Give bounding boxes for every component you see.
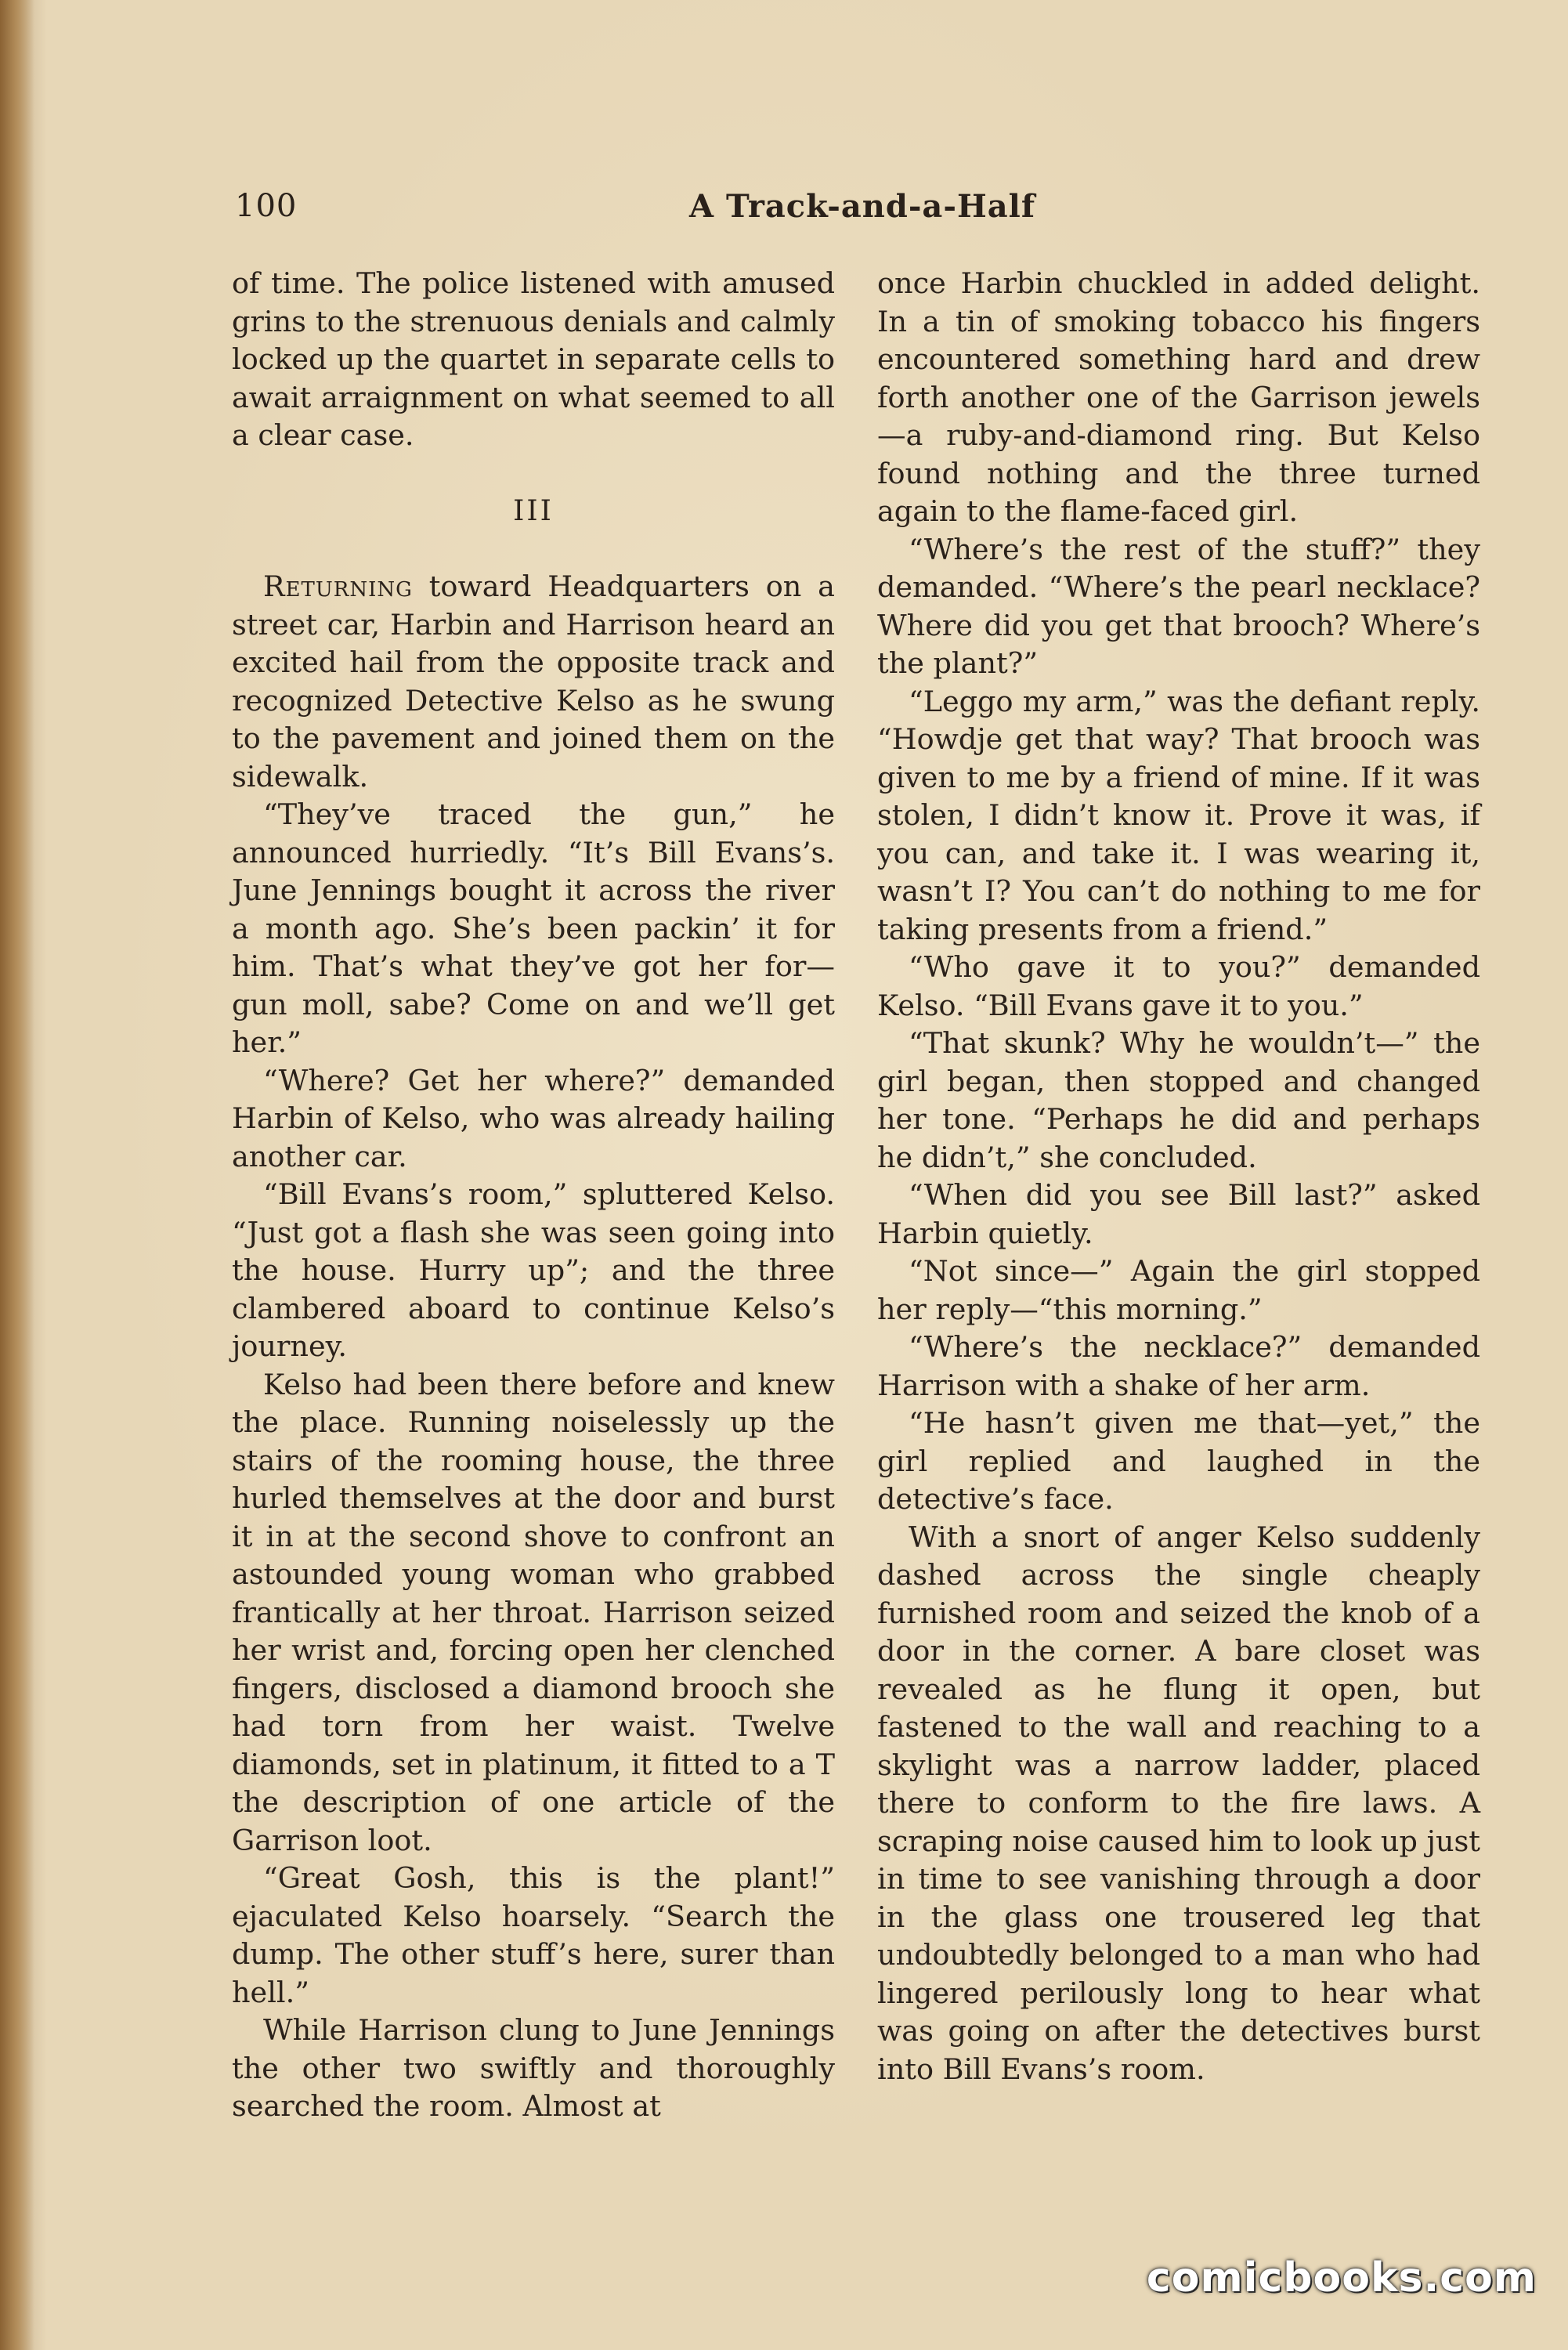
- paragraph: With a snort of anger Kelso suddenly dashed across the single cheaply furnished room and seized the knob of a door in the corner. A bare closet was revealed as he flung it open, but fastened to the wall and reaching to a skylight was a narrow ladder, placed there to conform to the fire laws. A scraping noise caused him to look up just in time to see vanishing through a door in the glass one trousered leg that undoubtedly belonged to a man who had lingered perilously long to hear what was going on after the detectives burst into Bill Evans’s room.: [877, 1520, 1480, 2086]
- paragraph: “When did you see Bill last?” asked Harbin quietly.: [877, 1178, 1480, 1250]
- paragraph: “Great Gosh, this is the plant!” ejaculated Kelso hoarsely. “Search the dump. The other stuff’s here, surer than hell.”: [232, 1861, 835, 2009]
- paragraph: Kelso had been there before and knew the place. Running noiselessly up the stairs of the rooming house, the three hurled themselves at the door and burst it in at the second shove to confront an astounded young woman who grabbed frantically at her throat. Harrison seized her wrist and, forcing open her clenched fingers, disclosed a diamond brooch she had torn from her waist. Twelve diamonds, set in platinum, it fitted to a T the description of one article of the Garrison loot.: [232, 1367, 835, 1857]
- paragraph-text: toward Headquarters on a street car, Harbin and Harrison heard an excited hail from the opposite track and recognized Detective Kelso as he swung to the pavement and joined them on the sidewalk.: [232, 569, 835, 794]
- paragraph: “Not since—” Again the girl stopped her reply—“this morning.”: [877, 1254, 1480, 1326]
- left-column: [232, 265, 835, 2126]
- paragraph: “Leggo my arm,” was the defiant reply. “Howdje get that way? That brooch was given to me by a friend of mine. If it was stolen, I didn’t know it. Prove it was, if you can, and take it. I was wearing it, wasn’t I? You can’t do nothing to me for taking presents from a friend.”: [877, 684, 1480, 946]
- right-column: [877, 265, 1480, 2088]
- section-number: III: [513, 494, 554, 527]
- paragraph: “Who gave it to you?” demanded Kelso. “Bill Evans gave it to you.”: [877, 950, 1480, 1022]
- page-number: 100: [235, 188, 298, 224]
- paragraph: “Bill Evans’s room,” spluttered Kelso. “Just got a flash she was seen going into the house. Hurry up”; and the three clambered aboard to continue Kelso’s journey.: [232, 1177, 835, 1363]
- running-title: A Track-and-a-Half: [689, 188, 1036, 225]
- drop-lead-word: Returning: [263, 569, 413, 603]
- page-binding-edge: [0, 0, 34, 2350]
- paragraph: “Where’s the rest of the stuff?” they demanded. “Where’s the pearl necklace? Where did you get that brooch? Where’s the plant?”: [877, 532, 1480, 680]
- page-header: [235, 188, 1488, 235]
- paragraph: “They’ve traced the gun,” he announced hurriedly. “It’s Bill Evans’s. June Jennings bought it across the river a month ago. She’s been packin’ it for him. That’s what they’ve got her for—gun moll, sabe? Come on and we’ll get her.”: [232, 797, 835, 1059]
- paragraph: once Harbin chuckled in added delight. In a tin of smoking tobacco his fingers encountered something hard and drew forth another one of the Garrison jewels—a ruby-and-diamond ring. But Kelso found nothing and the three turned again to the flame-faced girl.: [877, 266, 1480, 528]
- paragraph: of time. The police listened with amused grins to the strenuous denials and calmly locked up the quartet in separate cells to await arraignment on what seemed to all a clear case.: [232, 266, 835, 452]
- paragraph: “He hasn’t given me that—yet,” the girl replied and laughed in the detective’s face.: [877, 1406, 1480, 1516]
- paragraph: While Harrison clung to June Jennings the other two swiftly and thoroughly searched the room. Almost at: [232, 2013, 835, 2123]
- paragraph: [232, 568, 835, 796]
- paragraph: “Where’s the necklace?” demanded Harrison with a shake of her arm.: [877, 1330, 1480, 1402]
- paragraph: “That skunk? Why he wouldn’t—” the girl began, then stopped and changed her tone. “Perhaps he did and perhaps he didn’t,” she concluded.: [877, 1026, 1480, 1174]
- site-watermark: comicbooks.com: [1146, 2254, 1537, 2301]
- paragraph: “Where? Get her where?” demanded Harbin of Kelso, who was already hailing another car.: [232, 1063, 835, 1173]
